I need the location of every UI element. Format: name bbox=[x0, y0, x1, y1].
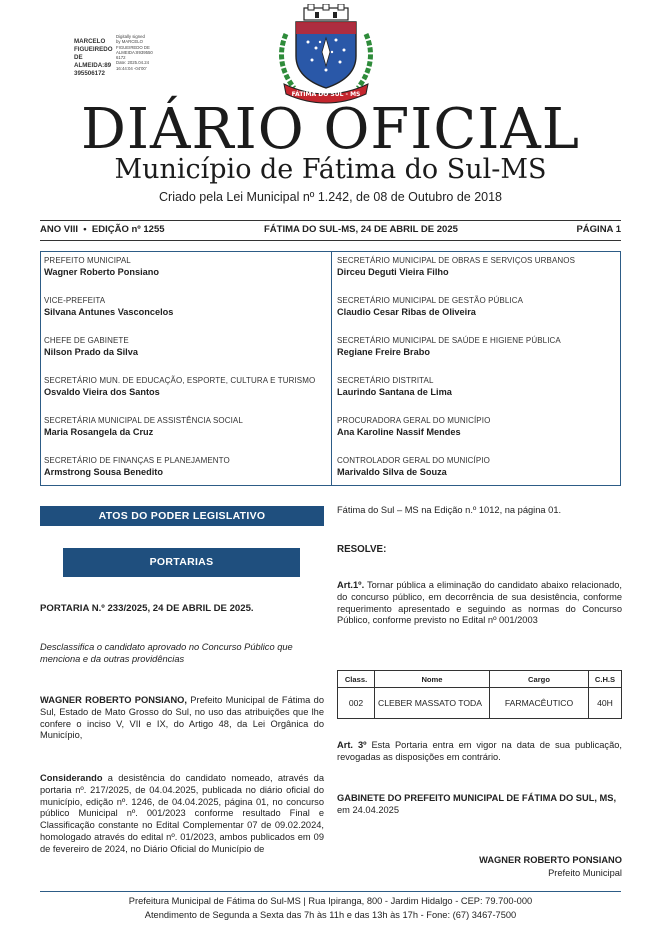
staff-entry: CONTROLADOR GERAL DO MUNICÍPIO Marivaldo Silva de Souza bbox=[337, 456, 490, 477]
table-header-row bbox=[338, 671, 622, 688]
column-header-hours: C.H.S bbox=[589, 671, 622, 688]
staff-directory bbox=[40, 251, 621, 486]
place-date: FÁTIMA DO SUL-MS, 24 DE ABRIL DE 2025 bbox=[264, 224, 458, 235]
portaria-considerando: Considerando a desistência do candidato nomeado, através da portaria nº. 217/2025, de 04.04.2025, publicada no diário oficial do município, edição nº. 1246, de 04.04.2025, página 01, no concurso público Municipal nº. 001/2023 conforme resultado Final e Classificação constante no Edital Complementar 07 de 09.02.2024, homologado através do edital nº. 01/2023, ambos publicados em 09 de fevereiro de 2024, no Diário Oficial do Município de bbox=[40, 773, 324, 854]
svg-text:FÁTIMA DO SUL - MS: FÁTIMA DO SUL - MS bbox=[291, 91, 361, 98]
staff-entry: PROCURADORA GERAL DO MUNICÍPIO Ana Karoline Nassif Mendes bbox=[337, 416, 491, 437]
staff-entry: PREFEITO MUNICIPAL Wagner Roberto Ponsiano bbox=[44, 256, 160, 277]
signature-name: MARCELO FIGUEIREDO DE ALMEIDA:89 395506172 bbox=[74, 38, 113, 77]
footer-hours: Atendimento de Segunda a Sexta das 7h às 11h e das 13h às 17h - Fone: (67) 3467-7500 bbox=[144, 910, 517, 920]
candidate-table bbox=[337, 670, 622, 719]
staff-entry: SECRETÁRIO MUNICIPAL DE GESTÃO PÚBLICA Claudio Cesar Ribas de Oliveira bbox=[337, 296, 524, 317]
staff-entry: SECRETÁRIO MUNICIPAL DE OBRAS E SERVIÇOS URBANOS Dirceu Deguti Vieira Filho bbox=[337, 256, 576, 277]
staff-divider bbox=[331, 252, 332, 485]
cell-role: FARMACÊUTICO bbox=[490, 688, 589, 719]
creation-law: Criado pela Lei Municipal nº 1.242, de 08 de Outubro de 2018 bbox=[159, 190, 502, 204]
staff-entry: SECRETÁRIO DE FINANÇAS E PLANEJAMENTO Armstrong Sousa Benedito bbox=[44, 456, 230, 477]
considerando-continuation: Fátima do Sul – MS na Edição n.º 1012, na página 01. bbox=[337, 505, 562, 515]
municipality-subtitle: Município de Fátima do Sul-MS bbox=[114, 154, 547, 185]
staff-entry: SECRETÁRIO DISTRITAL Laurindo Santana de Lima bbox=[337, 376, 452, 397]
staff-entry: SECRETÁRIA MUNICIPAL DE ASSISTÊNCIA SOCIAL Maria Rosangela da Cruz bbox=[44, 416, 243, 437]
staff-entry: SECRETÁRIO MUNICIPAL DE SAÚDE E HIGIENE PÚBLICA Regiane Freire Brabo bbox=[337, 336, 561, 357]
signer-role: Prefeito Municipal bbox=[548, 868, 622, 878]
footer-address: Prefeitura Municipal de Fátima do Sul-MS | Rua Ipiranga, 800 - Jardim Hidalgo - CEP: 79.700-000 bbox=[128, 896, 533, 906]
cell-hours: 40H bbox=[589, 688, 622, 719]
newspaper-title: DIÁRIO OFICIAL bbox=[81, 97, 580, 162]
cell-class: 002 bbox=[338, 688, 375, 719]
signature-details: Digitally signed by MARCELO FIGUEIREDO DE ALMEIDA:8939550 6172 Date: 2025.04.24 16:44:04 -04'00' bbox=[116, 34, 153, 71]
resolve-heading: RESOLVE: bbox=[337, 544, 387, 555]
portaria-intro: WAGNER ROBERTO PONSIANO, Prefeito Municipal de Fátima do Sul, Estado de Mato Grosso do Sul, no uso das atribuições que lhe confere o inciso V, VII e IX, do Artigo 48, da Lei Orgânica do Município, bbox=[40, 695, 324, 741]
article-3: Art. 3º Esta Portaria entra em vigor na data de sua publicação, revogadas as disposições em contrário. bbox=[337, 740, 622, 762]
header-rule-bottom bbox=[40, 240, 621, 241]
staff-entry: SECRETÁRIO MUN. DE EDUCAÇÃO, ESPORTE, CULTURA E TURISMO Osvaldo Vieira dos Santos bbox=[44, 376, 316, 397]
header-rule-top bbox=[40, 220, 621, 221]
section-heading-portarias: PORTARIAS bbox=[63, 548, 300, 577]
cell-name: CLEBER MASSATO TODA bbox=[375, 688, 490, 719]
section-heading-atos: ATOS DO PODER LEGISLATIVO bbox=[40, 506, 324, 526]
page-number: PÁGINA 1 bbox=[576, 224, 621, 235]
year-edition: ANO VIII • EDIÇÃO nº 1255 bbox=[40, 224, 165, 235]
municipal-crest-icon bbox=[268, 4, 384, 104]
gabinete-line: GABINETE DO PREFEITO MUNICIPAL DE FÁTIMA DO SUL, MS, em 24.04.2025 bbox=[337, 793, 617, 815]
column-header-class: Class. bbox=[338, 671, 375, 688]
signer-name: WAGNER ROBERTO PONSIANO bbox=[479, 855, 622, 865]
column-header-name: Nome bbox=[375, 671, 490, 688]
portaria-heading: PORTARIA N.º 233/2025, 24 DE ABRIL DE 2025. bbox=[40, 603, 254, 614]
staff-entry: VICE-PREFEITA Silvana Antunes Vasconcelos bbox=[44, 296, 174, 317]
footer-rule bbox=[40, 891, 621, 892]
article-1: Art.1º. Tornar pública a eliminação do candidato abaixo relacionado, do concurso público, em decorrência de sua desistência, conforme requerimento apresentado e seguindo as normas do Concurso Público, conforme previsto no Edital nº 001/2003 bbox=[337, 580, 622, 626]
column-header-role: Cargo bbox=[490, 671, 589, 688]
table-row bbox=[338, 688, 622, 719]
portaria-ementa: Desclassifica o candidato aprovado no Concurso Público que menciona e da outras providências bbox=[40, 642, 293, 664]
staff-entry: CHEFE DE GABINETE Nilson Prado da Silva bbox=[44, 336, 138, 357]
